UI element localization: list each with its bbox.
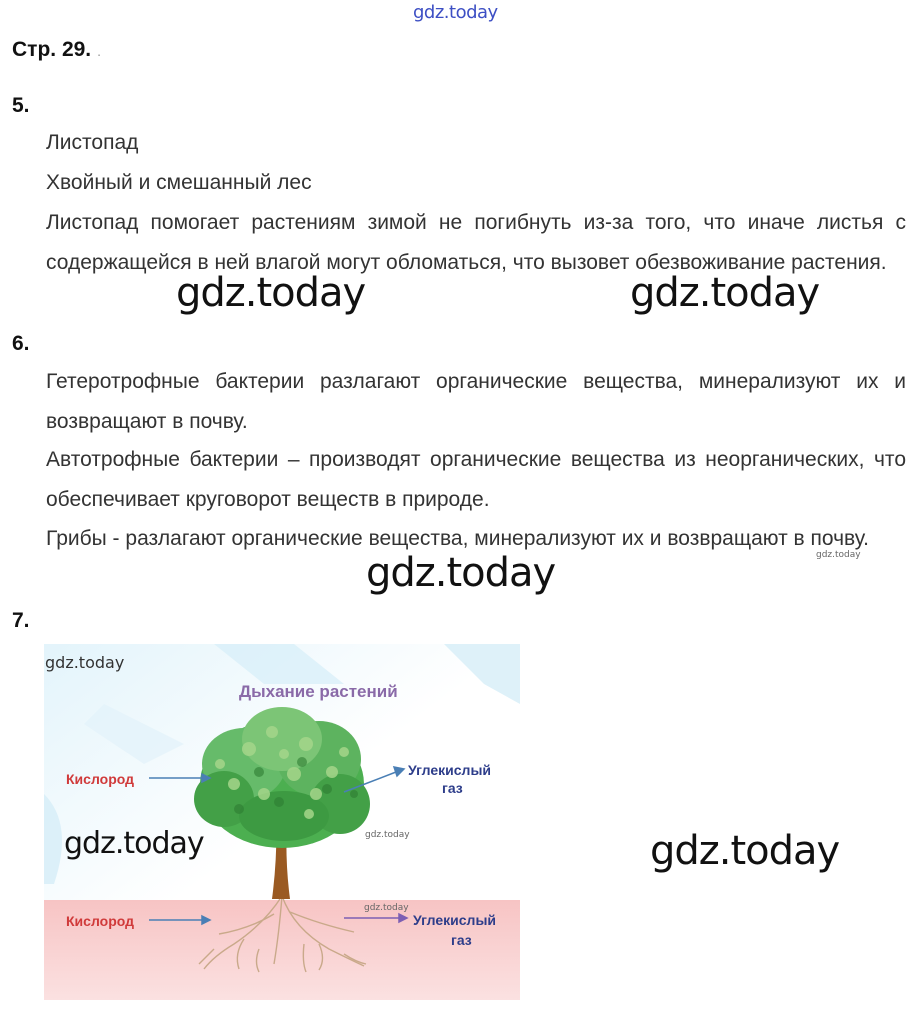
watermark: gdz.today <box>176 270 366 316</box>
oxygen-label-bottom: Кислород <box>66 913 135 929</box>
task-6-paragraph-3: Грибы - разлагают органические вещества, минерализуют их и возвращают в почву. <box>46 527 869 550</box>
watermark-small: gdz.today <box>816 550 861 560</box>
task-number-5: 5. <box>12 94 30 117</box>
task-5-paragraph-2: Хвойный и смешанный лес <box>46 171 312 194</box>
co2-label-bottom-line1: Углекислый <box>413 912 497 928</box>
task-6-paragraph-1: Гетеротрофные бактерии разлагают органические вещества, минерализуют их и возвращают в почву. <box>46 370 906 433</box>
watermark-small: gdz.today <box>364 903 409 913</box>
page-reference: Стр. 29. . <box>12 38 102 61</box>
task-6-paragraph-2: Автотрофные бактерии – производят органические вещества из неорганических, что обеспечивает круговорот веществ в природе. <box>46 448 906 511</box>
diagram-title: Дыхание растений <box>239 682 398 701</box>
watermark: gdz.today <box>650 828 840 874</box>
watermark-diagram: gdz.today <box>45 653 125 672</box>
watermark: gdz.today <box>366 550 556 596</box>
task-number-7: 7. <box>12 609 30 632</box>
plant-respiration-diagram <box>44 644 520 1000</box>
task-5-paragraph-1: Листопад <box>46 131 139 154</box>
watermark: gdz.today <box>64 826 204 861</box>
watermark: gdz.today <box>630 270 820 316</box>
task-number-6: 6. <box>12 332 30 355</box>
co2-label-bottom-line2: газ <box>451 932 472 948</box>
watermark-top: gdz.today <box>413 2 498 23</box>
co2-label-top-line1: Углекислый <box>408 762 492 778</box>
page-reference-text: Стр. 29. <box>12 38 92 61</box>
watermark-small: gdz.today <box>365 830 410 840</box>
co2-label-top-line2: газ <box>442 780 463 796</box>
task-5-paragraph-3: Листопад помогает растениям зимой не погибнуть из-за того, что иначе листья с содержащейся в ней влагой могут обломаться, что вызовет обезвоживание растения. <box>46 211 906 274</box>
oxygen-label-top: Кислород <box>66 771 135 787</box>
